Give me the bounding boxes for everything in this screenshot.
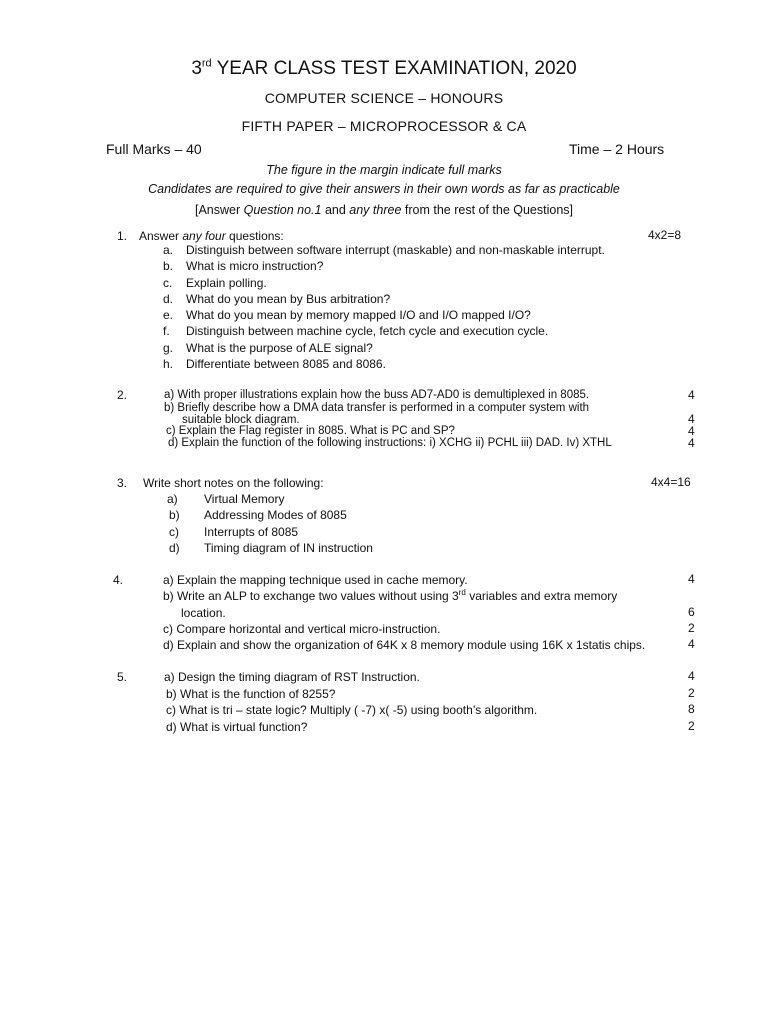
marks-note: The figure in the margin indicate full marks	[266, 163, 502, 177]
q4-part-b-cont: location.	[181, 606, 226, 620]
q4-part-a: a) Explain the mapping technique used in cache memory.	[163, 573, 468, 587]
q1-item-letter: f.	[163, 324, 170, 338]
q2-part-c-marks: 4	[688, 424, 695, 438]
q2-part-b: b) Briefly describe how a DMA data transfer is performed in a computer system with	[164, 402, 590, 414]
q1-item-text: What do you mean by Bus arbitration?	[186, 292, 391, 306]
q3-number: 3.	[117, 476, 128, 490]
q5-number: 5.	[117, 670, 128, 684]
q3-item-text: Timing diagram of IN instruction	[204, 541, 373, 555]
q4-part-c: c) Compare horizontal and vertical micro-instruction.	[163, 622, 441, 636]
q3-marks: 4x4=16	[651, 475, 691, 489]
q4-part-b-marks: 6	[688, 605, 695, 619]
q1-item-letter: e.	[163, 308, 174, 322]
q5-part-d: d) What is virtual function?	[166, 720, 308, 734]
q1-item-text: What is the purpose of ALE signal?	[186, 341, 373, 355]
q4-part-d-marks: 4	[688, 637, 695, 651]
q3-text: Write short notes on the following:	[143, 476, 324, 490]
q1-item-letter: a.	[163, 243, 174, 257]
candidates-note: Candidates are required to give their answers in their own words as far as practicable	[148, 182, 620, 196]
q1-item-text: Distinguish between machine cycle, fetch cycle and execution cycle.	[186, 324, 549, 338]
q5-part-a: a) Design the timing diagram of RST Instruction.	[164, 670, 420, 684]
q1-item-letter: b.	[163, 259, 174, 273]
q2-part-c: c) Explain the Flag register in 8085. What is PC and SP?	[166, 425, 455, 437]
q2-part-b-marks: 4	[688, 412, 695, 426]
q4-part-d: d) Explain and show the organization of 64K x 8 memory module using 16K x 1statis chips.	[163, 638, 646, 652]
q3-item-letter: b)	[169, 508, 180, 522]
q3-item-letter: d)	[169, 541, 180, 555]
subject-line: COMPUTER SCIENCE – HONOURS	[264, 90, 504, 106]
q1-marks: 4x2=8	[648, 228, 682, 242]
q1-item-letter: g.	[163, 341, 174, 355]
q3-item-letter: a)	[167, 492, 178, 506]
q2-part-d: d) Explain the function of the following instructions: i) XCHG ii) PCHL iii) DAD. Iv) XTHL	[168, 437, 612, 449]
q1-item-text: Differentiate between 8085 and 8086.	[186, 357, 386, 371]
q4-part-a-marks: 4	[688, 572, 695, 586]
q3-item-text: Virtual Memory	[204, 492, 285, 506]
q5-part-b: b) What is the function of 8255?	[166, 687, 336, 701]
q1-item-letter: c.	[163, 276, 173, 290]
q5-part-c-marks: 8	[688, 702, 695, 716]
q1-item-letter: d.	[163, 292, 174, 306]
full-marks: Full Marks – 40	[106, 141, 202, 157]
q4-part-c-marks: 2	[688, 621, 695, 635]
time-limit: Time – 2 Hours	[569, 141, 665, 157]
q2-number: 2.	[117, 388, 128, 402]
q5-part-c: c) What is tri – state logic? Multiply ( -7) x( -5) using booth’s algorithm.	[166, 703, 538, 717]
answer-instruction: [Answer Question no.1 and any three from the rest of the Questions]	[194, 203, 574, 217]
q1-text: Answer any four questions:	[139, 229, 284, 243]
q3-item-letter: c)	[169, 525, 179, 539]
q5-part-d-marks: 2	[688, 719, 695, 733]
q1-item-text: What is micro instruction?	[186, 259, 324, 273]
q2-part-d-marks: 4	[688, 436, 695, 450]
paper-line: FIFTH PAPER – MICROPROCESSOR & CA	[241, 118, 527, 134]
q1-item-text: Explain polling.	[186, 276, 267, 290]
q1-item-letter: h.	[163, 357, 174, 371]
q2-part-a: a) With proper illustrations explain how the buss AD7-AD0 is demultiplexed in 8085.	[164, 389, 590, 401]
exam-title: 3rd YEAR CLASS TEST EXAMINATION, 2020	[191, 57, 577, 79]
q4-number: 4.	[113, 573, 124, 587]
q1-item-text: What do you mean by memory mapped I/O and I/O mapped I/O?	[186, 308, 531, 322]
q2-part-b-cont: suitable block diagram.	[182, 414, 300, 426]
q5-part-b-marks: 2	[688, 686, 695, 700]
q3-item-text: Addressing Modes of 8085	[204, 508, 347, 522]
q3-item-text: Interrupts of 8085	[204, 525, 299, 539]
q5-part-a-marks: 4	[688, 669, 695, 683]
q1-number: 1.	[117, 229, 128, 243]
q2-part-a-marks: 4	[688, 388, 695, 402]
q1-item-text: Distinguish between software interrupt (maskable) and non-maskable interrupt.	[186, 243, 605, 257]
q4-part-b: b) Write an ALP to exchange two values without using 3rd variables and extra memory	[163, 588, 618, 603]
